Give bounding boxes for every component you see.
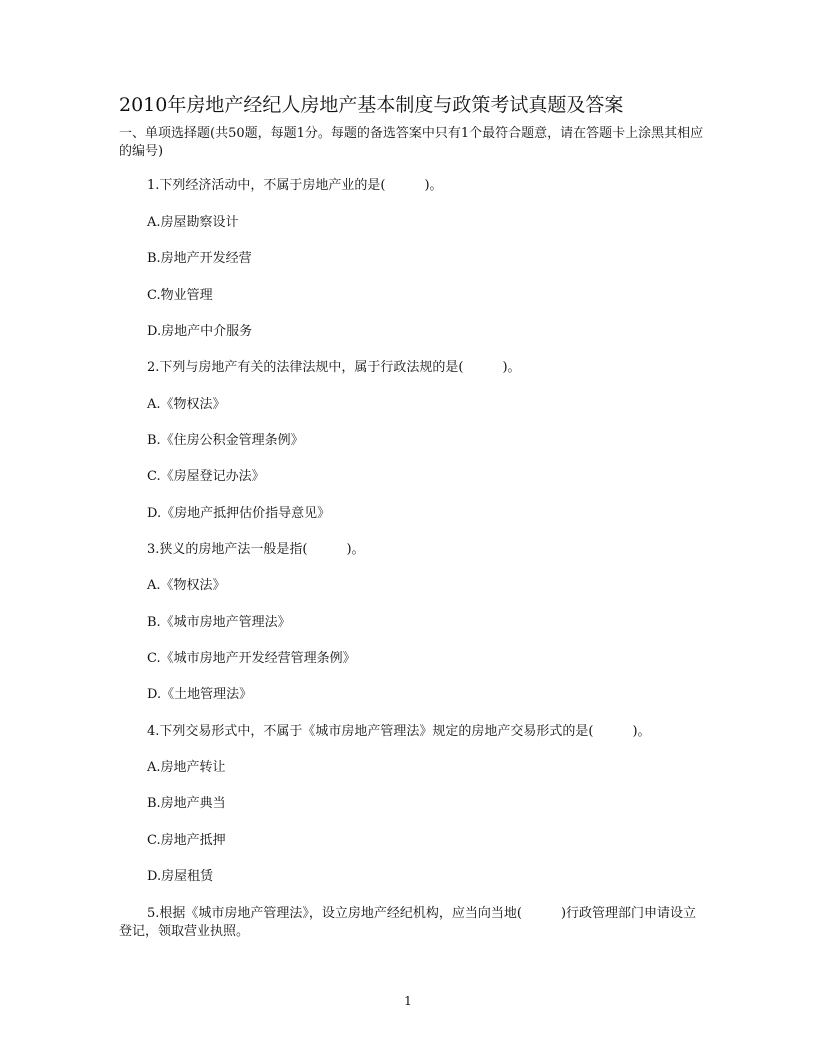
question-4-option-c: C.房地产抵押 [147, 833, 226, 848]
question-1-option-a: A.房屋勘察设计 [147, 215, 239, 230]
question-4-option-a: A.房地产转让 [147, 760, 226, 775]
question-2-stem: 2.下列与房地产有关的法律法规中，属于行政法规的是( )。 [147, 360, 521, 375]
question-1-stem: 1.下列经济活动中，不属于房地产业的是( )。 [147, 178, 443, 193]
question-3-option-d: D.《土地管理法》 [147, 687, 253, 702]
section-intro: 一、单项选择题(共50题，每题1分。每题的备选答案中只有1个最符合题意，请在答题卡上涂黑其相应的编号) [119, 126, 704, 159]
question-2-option-b: B.《住房公积金管理条例》 [147, 433, 304, 448]
question-3-stem: 3.狭义的房地产法一般是指( )。 [147, 542, 365, 557]
question-2-option-c: C.《房屋登记办法》 [147, 469, 265, 484]
question-3-option-c: C.《城市房地产开发经营管理条例》 [147, 651, 356, 666]
question-3-option-a: A.《物权法》 [147, 578, 226, 593]
question-3-option-b: B.《城市房地产管理法》 [147, 615, 291, 630]
question-5-stem: 5.根据《城市房地产管理法》，设立房地产经纪机构，应当向当地( )行政管理部门申请设立登记，领取营业执照。 [119, 906, 697, 939]
question-4-stem: 4.下列交易形式中，不属于《城市房地产管理法》规定的房地产交易形式的是( )。 [147, 724, 651, 739]
question-4-option-d: D.房屋租赁 [147, 869, 214, 884]
question-2-option-d: D.《房地产抵押估价指导意见》 [147, 506, 331, 521]
document-title: 2010年房地产经纪人房地产基本制度与政策考试真题及答案 [119, 94, 624, 116]
question-4-option-b: B.房地产典当 [147, 796, 226, 811]
question-1-option-b: B.房地产开发经营 [147, 251, 252, 266]
question-2-option-a: A.《物权法》 [147, 397, 226, 412]
question-1-option-d: D.房地产中介服务 [147, 324, 253, 339]
page-number: 1 [404, 994, 412, 1008]
question-1-option-c: C.物业管理 [147, 288, 213, 303]
